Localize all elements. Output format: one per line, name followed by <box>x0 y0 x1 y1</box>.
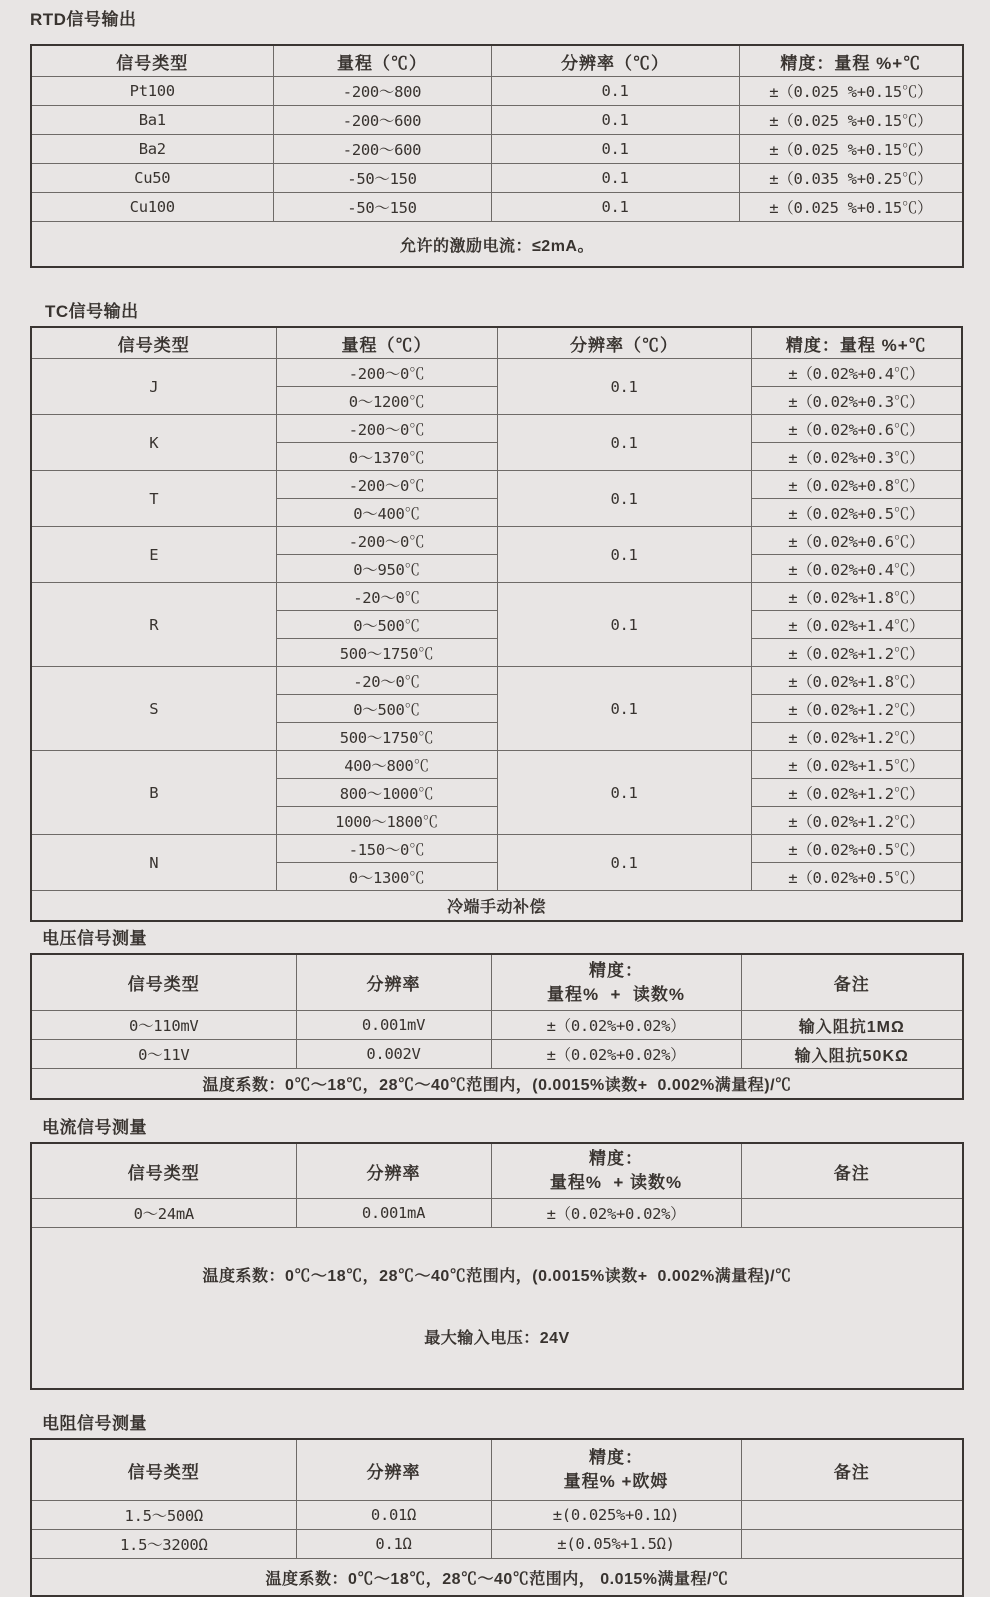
range-cell: 0～950℃ <box>276 555 497 583</box>
voltage-header-accuracy <box>491 954 741 1011</box>
current-header-resolution: 分辨率 <box>296 1143 491 1199</box>
remark-cell <box>741 1530 963 1559</box>
accuracy-cell: ±（0.02%+0.02%） <box>491 1199 741 1228</box>
current-footer-row <box>31 1228 963 1390</box>
signal-type-cell: J <box>31 359 276 415</box>
resolution-cell: 0.1 <box>497 835 751 891</box>
range-cell: -200～600 <box>273 106 491 135</box>
resistance-header-row <box>31 1439 963 1501</box>
tc-row <box>31 835 962 863</box>
rtd-row <box>31 106 963 135</box>
voltage-footer-note: 温度系数：0℃～18℃，28℃～40℃范围内，(0.0015%读数+ 0.002%满量程)/℃ <box>31 1069 963 1100</box>
accuracy-cell: ±（0.02%+0.6℃） <box>751 527 962 555</box>
accuracy-cell: ±（0.02%+0.4℃） <box>751 359 962 387</box>
accuracy-cell: ±（0.02%+1.8℃） <box>751 583 962 611</box>
resolution-cell: 0.1 <box>491 164 739 193</box>
rtd-row <box>31 135 963 164</box>
signal-type-cell: R <box>31 583 276 667</box>
resolution-cell: 0.1Ω <box>296 1530 491 1559</box>
accuracy-cell: ±(0.025%+0.1Ω) <box>491 1501 741 1530</box>
tc-table <box>30 326 963 922</box>
tc-header-range: 量程（℃） <box>276 327 497 359</box>
rtd-row <box>31 193 963 222</box>
rtd-header-range: 量程（℃） <box>273 45 491 77</box>
accuracy-cell: ±（0.025 %+0.15℃） <box>739 193 963 222</box>
rtd-header-accuracy: 精度：量程 %+℃ <box>739 45 963 77</box>
current-section-title: 电流信号测量 <box>42 1118 147 1137</box>
voltage-header-row <box>31 954 963 1011</box>
tc-row <box>31 415 962 443</box>
current-header-row <box>31 1143 963 1199</box>
rtd-header-resolution: 分辨率（℃） <box>491 45 739 77</box>
signal-type-cell: Cu50 <box>31 164 273 193</box>
accuracy-cell: ±（0.02%+0.02%） <box>491 1040 741 1069</box>
range-cell: -200～0℃ <box>276 415 497 443</box>
voltage-header-signal-type: 信号类型 <box>31 954 296 1011</box>
signal-type-cell: N <box>31 835 276 891</box>
current-header-accuracy <box>491 1143 741 1199</box>
rtd-header-row <box>31 45 963 77</box>
remark-cell: 输入阻抗50KΩ <box>741 1040 963 1069</box>
current-footer-note <box>31 1228 963 1390</box>
accuracy-cell: ±（0.025 %+0.15℃） <box>739 135 963 164</box>
resistance-section-title: 电阻信号测量 <box>42 1414 147 1433</box>
resolution-cell: 0.01Ω <box>296 1501 491 1530</box>
current-footer-line1: 温度系数：0℃～18℃，28℃～40℃范围内，(0.0015%读数+ 0.002%满量程)/℃ <box>202 1268 792 1285</box>
signal-type-cell: B <box>31 751 276 835</box>
accuracy-cell: ±（0.02%+0.02%） <box>491 1011 741 1040</box>
rtd-footer-note: 允许的激励电流：≤2mA。 <box>31 222 963 268</box>
voltage-row <box>31 1011 963 1040</box>
resolution-cell: 0.1 <box>491 77 739 106</box>
rtd-footer-row <box>31 222 963 268</box>
accuracy-cell: ±（0.02%+0.5℃） <box>751 499 962 527</box>
accuracy-cell: ±（0.02%+0.3℃） <box>751 443 962 471</box>
remark-cell <box>741 1199 963 1228</box>
accuracy-cell: ±（0.02%+1.8℃） <box>751 667 962 695</box>
accuracy-header-line2: 量程% + 读数% <box>546 984 686 1004</box>
resistance-footer-row <box>31 1559 963 1597</box>
resistance-row <box>31 1530 963 1559</box>
range-cell: 800～1000℃ <box>276 779 497 807</box>
range-cell: 500～1750℃ <box>276 639 497 667</box>
signal-type-cell: 1.5～500Ω <box>31 1501 296 1530</box>
range-cell: 0～500℃ <box>276 695 497 723</box>
tc-header-row <box>31 327 962 359</box>
resistance-footer-note: 温度系数：0℃～18℃，28℃～40℃范围内， 0.015%满量程/℃ <box>31 1559 963 1597</box>
remark-cell <box>741 1501 963 1530</box>
accuracy-cell: ±（0.025 %+0.15℃） <box>739 106 963 135</box>
signal-type-cell: Ba1 <box>31 106 273 135</box>
signal-type-cell: E <box>31 527 276 583</box>
rtd-row <box>31 77 963 106</box>
accuracy-cell: ±（0.02%+1.2℃） <box>751 695 962 723</box>
accuracy-cell: ±（0.02%+1.2℃） <box>751 807 962 835</box>
accuracy-cell: ±（0.035 %+0.25℃） <box>739 164 963 193</box>
current-footer-line2: 最大输入电压：24V <box>424 1330 570 1347</box>
tc-footer-note: 冷端手动补偿 <box>31 891 962 922</box>
tc-header-resolution: 分辨率（℃） <box>497 327 751 359</box>
signal-type-cell: 0～24mA <box>31 1199 296 1228</box>
current-table <box>30 1142 964 1390</box>
resolution-cell: 0.1 <box>491 106 739 135</box>
tc-footer-row <box>31 891 962 922</box>
accuracy-cell: ±(0.05%+1.5Ω) <box>491 1530 741 1559</box>
resolution-cell: 0.1 <box>497 359 751 415</box>
tc-row <box>31 359 962 387</box>
resolution-cell: 0.001mV <box>296 1011 491 1040</box>
resistance-table <box>30 1438 964 1597</box>
range-cell: 1000～1800℃ <box>276 807 497 835</box>
range-cell: -50～150 <box>273 193 491 222</box>
range-cell: -200～0℃ <box>276 527 497 555</box>
range-cell: -150～0℃ <box>276 835 497 863</box>
signal-type-cell: Cu100 <box>31 193 273 222</box>
voltage-header-resolution: 分辨率 <box>296 954 491 1011</box>
accuracy-cell: ±（0.02%+1.2℃） <box>751 639 962 667</box>
accuracy-cell: ±（0.025 %+0.15℃） <box>739 77 963 106</box>
resolution-cell: 0.1 <box>497 583 751 667</box>
accuracy-cell: ±（0.02%+1.2℃） <box>751 779 962 807</box>
tc-row <box>31 471 962 499</box>
rtd-header-signal-type: 信号类型 <box>31 45 273 77</box>
range-cell: -200～800 <box>273 77 491 106</box>
range-cell: 0～1300℃ <box>276 863 497 891</box>
resolution-cell: 0.1 <box>497 667 751 751</box>
resolution-cell: 0.001mA <box>296 1199 491 1228</box>
accuracy-cell: ±（0.02%+1.4℃） <box>751 611 962 639</box>
accuracy-cell: ±（0.02%+1.2℃） <box>751 723 962 751</box>
remark-cell: 输入阻抗1MΩ <box>741 1011 963 1040</box>
tc-row <box>31 667 962 695</box>
spec-document-page <box>0 10 990 1588</box>
voltage-header-remark: 备注 <box>741 954 963 1011</box>
range-cell: 0～1200℃ <box>276 387 497 415</box>
range-cell: 0～500℃ <box>276 611 497 639</box>
resistance-header-signal-type: 信号类型 <box>31 1439 296 1501</box>
resolution-cell: 0.1 <box>497 527 751 583</box>
range-cell: 0～1370℃ <box>276 443 497 471</box>
accuracy-cell: ±（0.02%+0.4℃） <box>751 555 962 583</box>
accuracy-cell: ±（0.02%+0.6℃） <box>751 415 962 443</box>
resistance-header-remark: 备注 <box>741 1439 963 1501</box>
current-row <box>31 1199 963 1228</box>
accuracy-cell: ±（0.02%+0.5℃） <box>751 835 962 863</box>
voltage-footer-row <box>31 1069 963 1100</box>
range-cell: 400～800℃ <box>276 751 497 779</box>
signal-type-cell: 0～11V <box>31 1040 296 1069</box>
accuracy-header-line1: 精度： <box>589 960 643 980</box>
rtd-row <box>31 164 963 193</box>
tc-row <box>31 751 962 779</box>
resistance-header-resolution: 分辨率 <box>296 1439 491 1501</box>
accuracy-cell: ±（0.02%+0.8℃） <box>751 471 962 499</box>
signal-type-cell: Ba2 <box>31 135 273 164</box>
range-cell: -200～0℃ <box>276 359 497 387</box>
resolution-cell: 0.1 <box>497 751 751 835</box>
accuracy-header-line1: 精度： <box>589 1149 643 1168</box>
accuracy-cell: ±（0.02%+1.5℃） <box>751 751 962 779</box>
accuracy-cell: ±（0.02%+0.5℃） <box>751 863 962 891</box>
resolution-cell: 0.1 <box>497 471 751 527</box>
resistance-row <box>31 1501 963 1530</box>
accuracy-header-line2: 量程% +欧姆 <box>563 1472 669 1491</box>
rtd-table <box>30 44 964 268</box>
range-cell: -20～0℃ <box>276 667 497 695</box>
range-cell: 0～400℃ <box>276 499 497 527</box>
tc-row <box>31 527 962 555</box>
range-cell: -200～0℃ <box>276 471 497 499</box>
rtd-section-title: RTD信号输出 <box>30 10 137 29</box>
signal-type-cell: Pt100 <box>31 77 273 106</box>
tc-header-signal-type: 信号类型 <box>31 327 276 359</box>
range-cell: -50～150 <box>273 164 491 193</box>
voltage-table <box>30 953 964 1100</box>
signal-type-cell: K <box>31 415 276 471</box>
signal-type-cell: 1.5～3200Ω <box>31 1530 296 1559</box>
accuracy-header-line1: 精度： <box>589 1448 643 1467</box>
range-cell: -20～0℃ <box>276 583 497 611</box>
voltage-row <box>31 1040 963 1069</box>
tc-row <box>31 583 962 611</box>
resolution-cell: 0.1 <box>491 135 739 164</box>
accuracy-header-line2: 量程% + 读数% <box>549 1173 683 1192</box>
range-cell: -200～600 <box>273 135 491 164</box>
signal-type-cell: T <box>31 471 276 527</box>
signal-type-cell: 0～110mV <box>31 1011 296 1040</box>
resolution-cell: 0.1 <box>491 193 739 222</box>
range-cell: 500～1750℃ <box>276 723 497 751</box>
resistance-header-accuracy <box>491 1439 741 1501</box>
accuracy-cell: ±（0.02%+0.3℃） <box>751 387 962 415</box>
current-header-signal-type: 信号类型 <box>31 1143 296 1199</box>
tc-header-accuracy: 精度：量程 %+℃ <box>751 327 962 359</box>
resolution-cell: 0.002V <box>296 1040 491 1069</box>
current-header-remark: 备注 <box>741 1143 963 1199</box>
tc-section-title: TC信号输出 <box>45 302 139 321</box>
voltage-section-title: 电压信号测量 <box>42 929 147 948</box>
signal-type-cell: S <box>31 667 276 751</box>
resolution-cell: 0.1 <box>497 415 751 471</box>
